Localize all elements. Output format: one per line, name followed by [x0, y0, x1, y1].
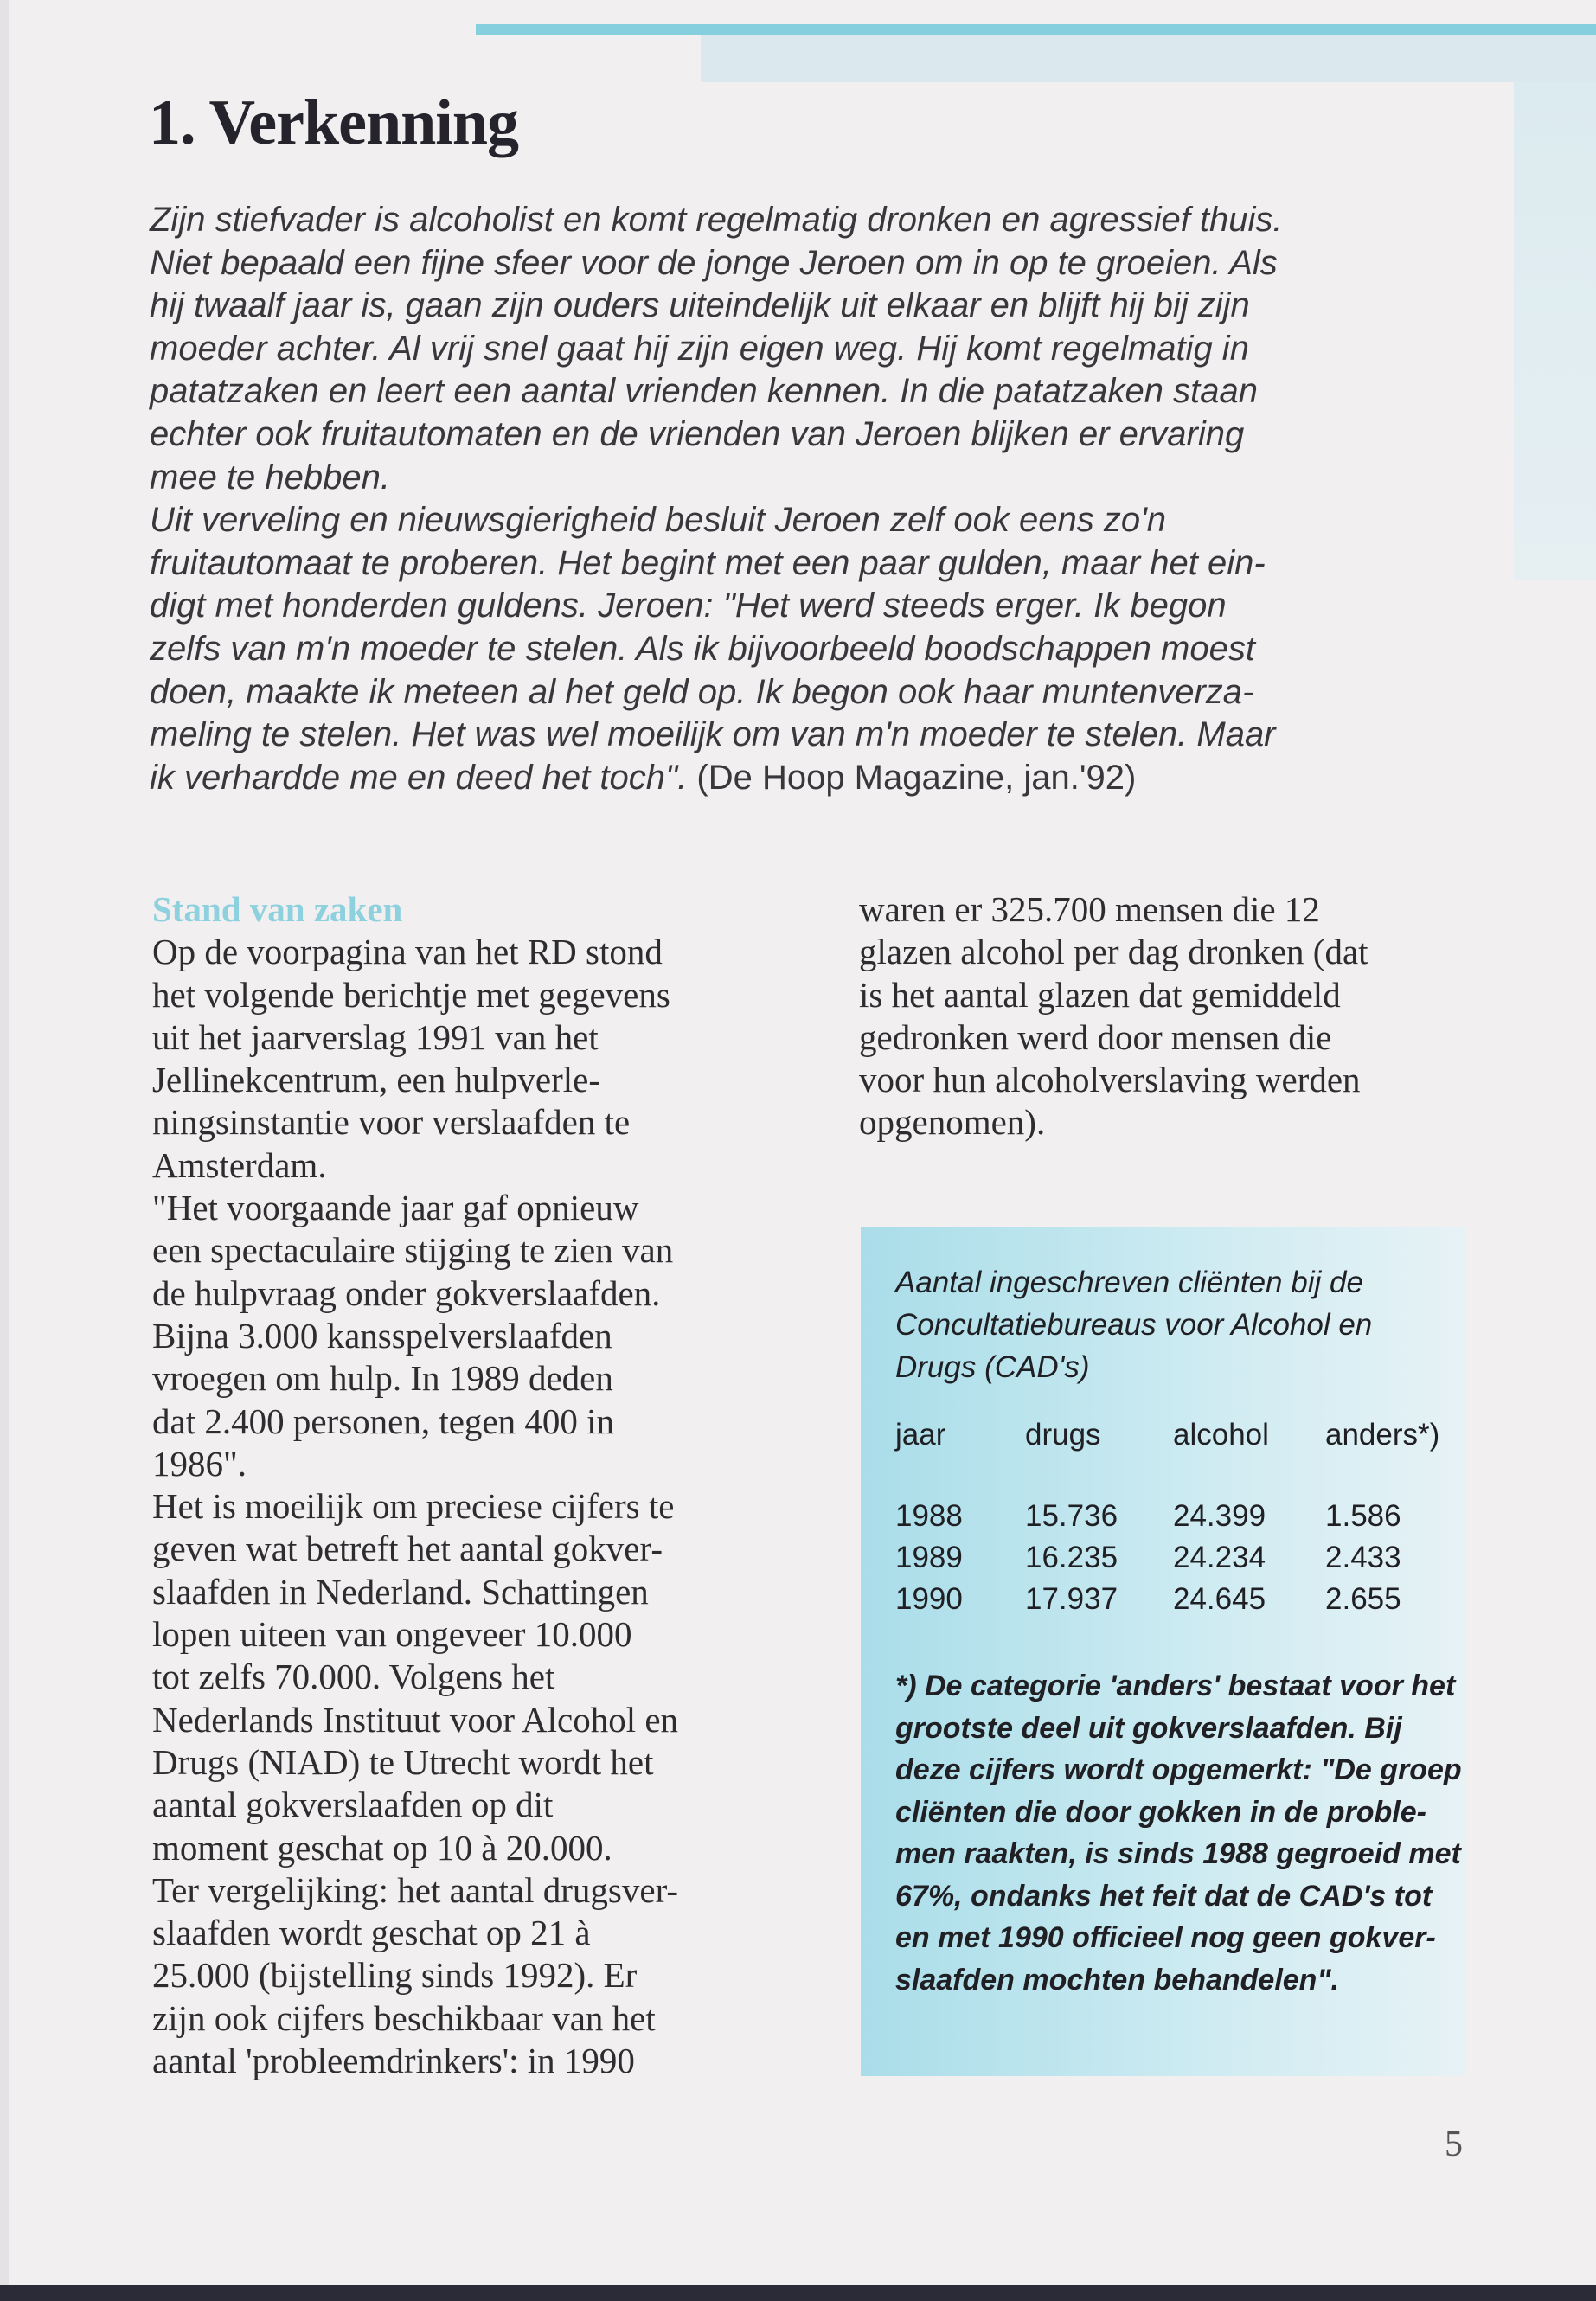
intro-source: (De Hoop Magazine, jan.'92)	[696, 758, 1137, 797]
cell: 1988	[895, 1499, 963, 1533]
intro-line: digt met honderden guldens. Jeroen: "Het werd steeds erger. Ik begon	[150, 586, 1227, 625]
page-edge	[0, 0, 9, 2301]
cell: 24.645	[1173, 1582, 1266, 1616]
intro-line: doen, maakte ik meteen al het geld op. Ik begon ook haar muntenverza-	[150, 672, 1254, 711]
text-line: tot zelfs 70.000. Volgens het	[152, 1657, 555, 1697]
text-line: opgenomen).	[859, 1102, 1046, 1143]
box-title	[895, 1261, 1449, 1388]
text-line: "Het voorgaande jaar gaf opnieuw	[152, 1188, 639, 1228]
accent-bar	[476, 24, 1596, 35]
intro-line: fruitautomaat te proberen. Het begint met een paar gulden, maar het ein-	[150, 543, 1266, 582]
table-row	[895, 1579, 1439, 1620]
text-line: 1986".	[152, 1443, 247, 1484]
text-line: 25.000 (bijstelling sinds 1992). Er	[152, 1955, 638, 1996]
intro-line: Niet bepaald een fijne sfeer voor de jonge Jeroen om in op te groeien. Als	[150, 243, 1278, 282]
footnote-line: *) De categorie 'anders' bestaat voor het	[895, 1670, 1456, 1702]
cell: 17.937	[1025, 1582, 1118, 1616]
footnote-line: slaafden mochten behandelen".	[895, 1963, 1340, 1997]
text-line: de hulpvraag onder gokverslaafden.	[152, 1272, 661, 1313]
box-title-line: Concultatiebureaus voor Alcohol en	[895, 1308, 1373, 1342]
intro-line	[150, 757, 1499, 800]
intro-line: mee te hebben.	[150, 458, 390, 497]
page-title: 1. Verkenning	[149, 87, 519, 158]
text-line: glazen alcohol per dag dronken (dat	[859, 932, 1368, 972]
text-line: ningsinstantie voor verslaafden te	[152, 1102, 631, 1143]
page-number: 5	[1445, 2125, 1463, 2164]
intro-line: meling te stelen. Het was wel moeilijk om van m'n moeder te stelen. Maar	[150, 715, 1276, 754]
footnote-line: men raakten, is sinds 1988 gegroeid met	[895, 1837, 1461, 1870]
text-line: dat 2.400 personen, tegen 400 in	[152, 1400, 615, 1441]
text-line: vroegen om hulp. In 1989 deden	[152, 1358, 613, 1399]
text-line: slaafden in Nederland. Schattingen	[152, 1571, 649, 1612]
text-line: geven wat betreft het aantal gokver-	[152, 1529, 663, 1569]
intro-line: Zijn stiefvader is alcoholist en komt regelmatig dronken en agressief thuis.	[150, 201, 1283, 239]
intro-line-text: ik verhardde me en deed het toch".	[150, 758, 688, 797]
intro-paragraph	[150, 199, 1499, 799]
header-jaar: jaar	[895, 1418, 946, 1452]
footnote-line: 67%, ondanks het feit dat de CAD's tot	[895, 1879, 1433, 1913]
header-drugs: drugs	[1025, 1418, 1101, 1452]
text-line: gedronken werd door mensen die	[859, 1016, 1332, 1057]
text-line: Ter vergelijking: het aantal drugsver-	[152, 1869, 679, 1910]
text-line: moment geschat op 10 à 20.000.	[152, 1827, 612, 1868]
text-line: aantal 'probleemdrinkers': in 1990	[152, 2041, 635, 2081]
text-line: Amsterdam.	[152, 1144, 327, 1185]
accent-block	[701, 35, 1596, 82]
cell: 1.586	[1325, 1499, 1401, 1533]
box-title-line: Drugs (CAD's)	[895, 1350, 1090, 1384]
text-line: is het aantal glazen dat gemiddeld	[859, 974, 1341, 1015]
text-line: zijn ook cijfers beschikbaar van het	[152, 1997, 656, 2038]
intro-line: patatzaken en leert een aantal vrienden kennen. In die patatzaken staan	[150, 372, 1258, 411]
intro-line: echter ook fruitautomaten en de vrienden van Jeroen blijken er ervaring	[150, 414, 1245, 453]
text-line: voor hun alcoholverslaving werden	[859, 1060, 1361, 1100]
right-column-text	[859, 888, 1465, 1144]
right-column	[859, 888, 1465, 1144]
intro-line: hij twaalf jaar is, gaan zijn ouders uiteindelijk uit elkaar en blijft hij bij zijn	[150, 286, 1250, 325]
text-line: een spectaculaire stijging te zien van	[152, 1230, 674, 1271]
text-line: lopen uiteen van ongeveer 10.000	[152, 1614, 632, 1655]
footnote-line: cliënten die door gokken in de proble-	[895, 1795, 1426, 1829]
footnote-line: grootste deel uit gokverslaafden. Bij	[895, 1711, 1402, 1745]
statistics-box	[861, 1227, 1466, 2076]
cell: 16.235	[1025, 1541, 1118, 1574]
intro-line: zelfs van m'n moeder te stelen. Als ik bijvoorbeeld boodschappen moest	[150, 629, 1255, 668]
scan-edge	[0, 2285, 1596, 2301]
cell: 24.234	[1173, 1541, 1266, 1574]
text-line: waren er 325.700 mensen die 12	[859, 889, 1320, 929]
box-title-line: Aantal ingeschreven cliënten bij de	[895, 1266, 1363, 1299]
intro-line: moeder achter. Al vrij snel gaat hij zijn eigen weg. Hij komt regelmatig in	[150, 329, 1249, 368]
header-alcohol: alcohol	[1173, 1418, 1269, 1452]
table-row	[895, 1537, 1439, 1579]
clients-table	[895, 1413, 1439, 1620]
text-line: uit het jaarverslag 1991 van het	[152, 1016, 599, 1057]
text-line: Nederlands Instituut voor Alcohol en	[152, 1699, 679, 1740]
footnote-line: deze cijfers wordt opgemerkt: "De groep	[895, 1753, 1462, 1786]
text-line: het volgende berichtje met gegevens	[152, 974, 670, 1015]
accent-side-strip	[1514, 82, 1596, 580]
cell: 15.736	[1025, 1499, 1118, 1533]
box-footnote	[895, 1665, 1462, 2001]
text-line: Drugs (NIAD) te Utrecht wordt het	[152, 1741, 654, 1782]
footnote-line: en met 1990 officieel nog geen gokver-	[895, 1921, 1436, 1954]
left-column	[152, 888, 784, 2082]
text-line: slaafden wordt geschat op 21 à	[152, 1913, 591, 1953]
text-line: Op de voorpagina van het RD stond	[152, 932, 663, 972]
text-line: Bijna 3.000 kansspelverslaafden	[152, 1315, 612, 1356]
section-heading: Stand van zaken	[152, 889, 403, 929]
cell: 1989	[895, 1541, 963, 1574]
cell: 2.433	[1325, 1541, 1401, 1574]
intro-line: Uit verveling en nieuwsgierigheid besluit Jeroen zelf ook eens zo'n	[150, 501, 1166, 540]
cell: 1990	[895, 1582, 963, 1616]
header-anders: anders*)	[1325, 1418, 1440, 1452]
table-row	[895, 1496, 1439, 1537]
text-line: Het is moeilijk om preciese cijfers te	[152, 1486, 675, 1527]
text-line: Jellinekcentrum, een hulpverle-	[152, 1060, 600, 1100]
cell: 24.399	[1173, 1499, 1266, 1533]
text-line: aantal gokverslaafden op dit	[152, 1785, 554, 1825]
cell: 2.655	[1325, 1582, 1401, 1616]
left-column-text	[152, 931, 784, 2082]
